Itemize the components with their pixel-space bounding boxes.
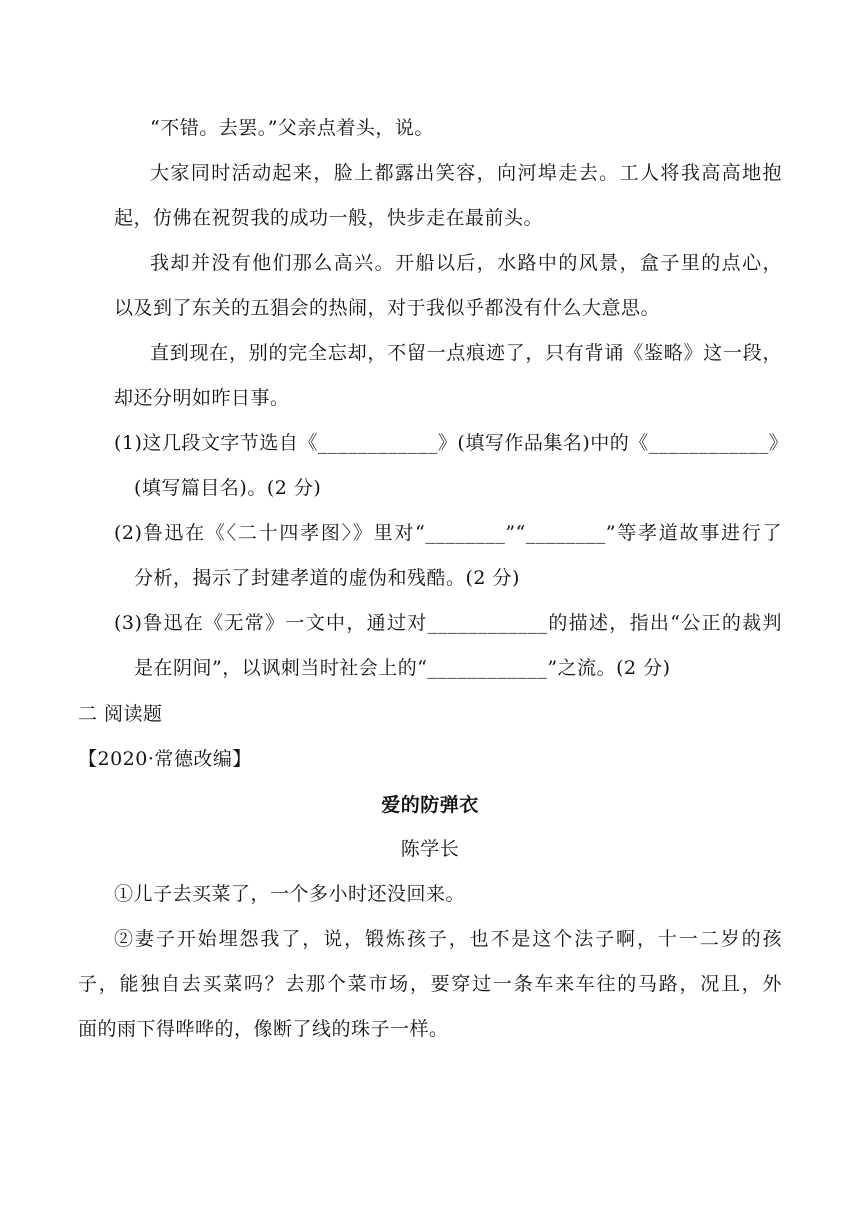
passage-line-5: 以及到了东关的五猖会的热闹，对于我似乎都没有什么大意思。: [114, 297, 661, 319]
question-3-line-2: 是在阴间”，以讽刺当时社会上的“____________”之流。(2 分): [134, 657, 671, 679]
passage-line-4: 我却并没有他们那么高兴。开船以后，水路中的风景，盒子里的点心，: [150, 252, 782, 274]
article-title: 爱的防弹衣: [381, 794, 479, 816]
article-paragraph-1: ①儿子去买菜了，一个多小时还没回来。: [114, 883, 466, 905]
source-tag: 【2020·常德改编】: [78, 748, 252, 770]
passage-line-3: 起，仿佛在祝贺我的成功一般，快步走在最前头。: [114, 207, 544, 229]
article-paragraph-2-line-2: 子，能独自去买菜吗？去那个菜市场，要穿过一条车来车往的马路，况且，外: [78, 973, 782, 995]
passage-line-7: 却还分明如昨日事。: [114, 387, 290, 409]
question-2-line-2: 分析，揭示了封建孝道的虚伪和残酷。(2 分): [134, 567, 520, 589]
question-2-line-1: (2)鲁迅在《〈二十四孝图〉》里对“________”“________”等孝道故事进行了: [114, 522, 782, 544]
question-1-line-2: (填写篇目名)。(2 分): [134, 477, 322, 499]
article-author: 陈学长: [400, 838, 460, 860]
question-1-line-1: (1)这几段文字节选自《____________》(填写作品集名)中的《____________》: [114, 432, 789, 454]
passage-line-2: 大家同时活动起来，脸上都露出笑容，向河埠走去。工人将我高高地抱: [150, 162, 782, 184]
question-3-line-1: (3)鲁迅在《无常》一文中，通过对____________的描述，指出“公正的裁判: [114, 612, 782, 634]
passage-line-1: “不错。去罢。”父亲点着头，说。: [150, 117, 434, 139]
article-paragraph-2-line-1: ②妻子开始埋怨我了，说，锻炼孩子，也不是这个法子啊，十一二岁的孩: [114, 928, 782, 950]
section-heading: 二 阅读题: [78, 703, 163, 725]
article-paragraph-2-line-3: 面的雨下得哗哗的，像断了线的珠子一样。: [78, 1018, 449, 1040]
passage-line-6: 直到现在，别的完全忘却，不留一点痕迹了，只有背诵《鉴略》这一段，: [150, 342, 782, 364]
